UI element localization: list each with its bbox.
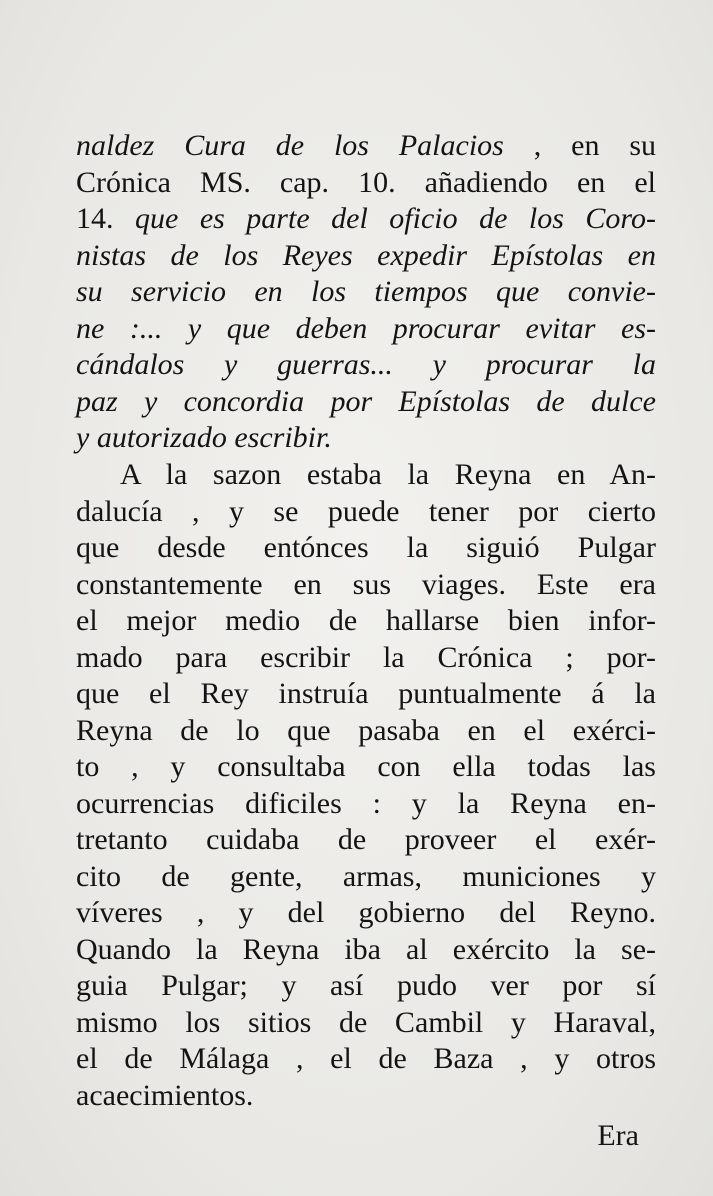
catchword: Era [597, 1119, 639, 1152]
text-line: tretanto cuidaba de proveer el exér- [76, 823, 656, 856]
text-line: to , y consultaba con ella todas las [76, 750, 656, 783]
text-line: cándalos y guerras... y procurar la [76, 348, 656, 381]
text-line: el mejor medio de hallarse bien infor- [76, 604, 656, 637]
text-line: Quando la Reyna iba al exército la se- [76, 932, 656, 966]
text-line: víveres , y del gobierno del Reyno. [76, 896, 656, 929]
text-line: nistas de los Reyes expedir Epístolas en [76, 238, 656, 272]
text-line: constantemente en sus viages. Este era [76, 567, 656, 601]
text-line: 14. que es parte del oficio de los Coro- [76, 202, 656, 235]
italic-run: naldez Cura de los Palacios [76, 129, 504, 162]
text-line: A la sazon estaba la Reyna en An- [120, 458, 656, 491]
text-line: y autorizado escribir. [76, 421, 332, 454]
body-paragraph [76, 457, 656, 1114]
text-line: que desde entónces la siguió Pulgar [76, 531, 656, 564]
text-line: su servicio en los tiempos que convie- [76, 275, 656, 308]
text-line: naldez Cura de los Palacios , en su [76, 129, 656, 162]
text-line: cito de gente, armas, municiones y [76, 859, 656, 893]
text-line: mado para escribir la Crónica ; por- [76, 640, 656, 674]
text-line: ne :... y que deben procurar evitar es- [76, 311, 656, 345]
italic-run: que es parte del oficio de los Coro- [135, 202, 656, 235]
text-line: ocurrencias dificiles : y la Reyna en- [76, 786, 656, 820]
text-line: paz y concordia por Epístolas de dulce [76, 384, 656, 418]
text-line: guia Pulgar; y así pudo ver por sí [76, 969, 656, 1002]
text-line: que el Rey instruía puntualmente á la [76, 677, 656, 710]
text-line: dalucía , y se puede tener por cierto [76, 494, 656, 528]
text-line: acaecimientos. [76, 1078, 254, 1112]
text-line: Reyna de lo que pasaba en el exérci- [76, 713, 656, 747]
text-line: mismo los sitios de Cambil y Haraval, [76, 1005, 656, 1039]
quotation-block [76, 128, 656, 457]
text-line: Crónica MS. cap. 10. añadiendo en el [76, 165, 656, 199]
text-line: el de Málaga , el de Baza , y otros [76, 1042, 656, 1075]
